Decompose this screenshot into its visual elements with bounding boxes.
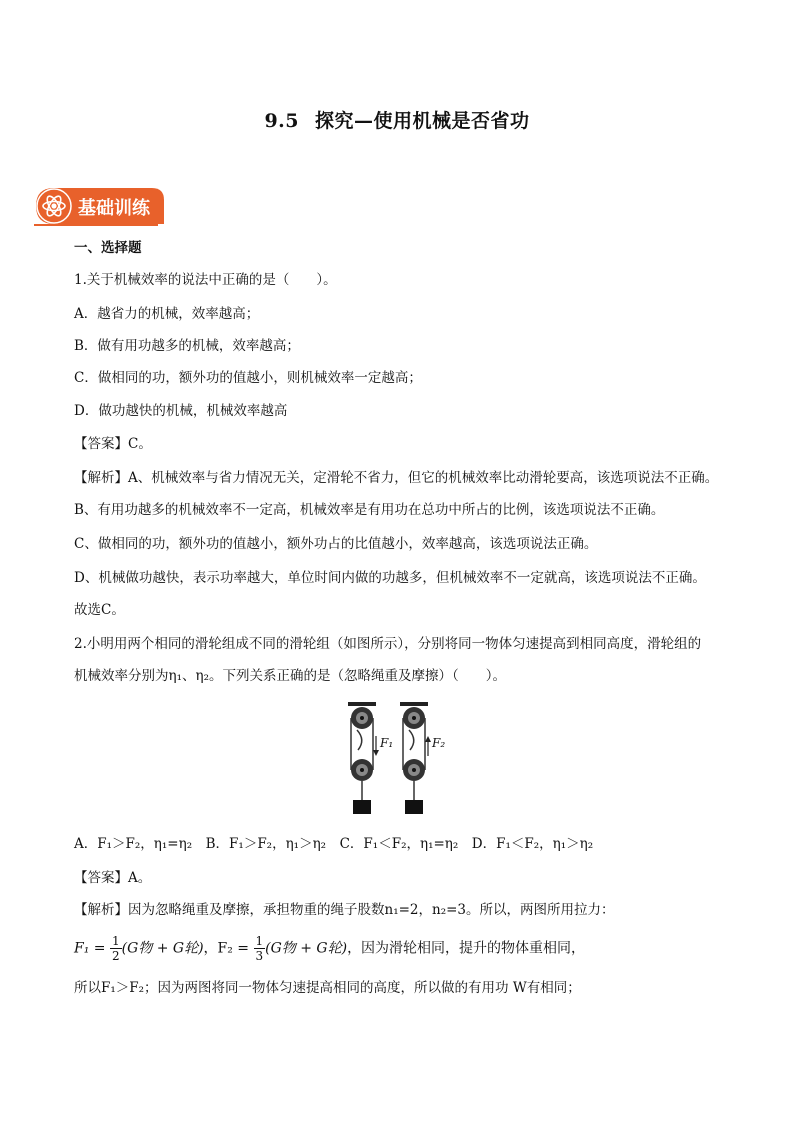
q1-explanation-5: 故选C。	[74, 602, 125, 618]
badge-underline	[34, 224, 158, 226]
q1-stem: 1.关于机械效率的说法中正确的是（ ）。	[74, 272, 337, 288]
q2-answer: 【答案】A。	[74, 870, 152, 886]
section-badge	[34, 186, 168, 226]
q1-explanation-2: B、有用功越多的机械效率不一定高，机械效率是有用功在总功中所占的比例，该选项说法不正确。	[74, 502, 665, 518]
formula-tail: ，因为滑轮相同，提升的物体重相同，	[347, 940, 586, 957]
formula-f1-lhs: F₁ =	[74, 940, 106, 957]
page-title: 9.5 探究—使用机械是否省功	[264, 110, 530, 132]
q1-option-a: A．越省力的机械，效率越高；	[74, 306, 260, 322]
formula-f2-fraction: $\frac{1}{3}$	[255, 934, 264, 963]
label-f1: F₁	[380, 736, 394, 750]
section-heading: 一、选择题	[74, 240, 142, 256]
formula-f2-lhs: ，F₂ =	[203, 940, 250, 957]
badge-label: 基础训练	[78, 198, 150, 219]
q2-explanation-3: 所以F₁＞F₂；因为两图将同一物体匀速提高相同的高度，所以做的有用功 W有相同；	[74, 980, 581, 996]
q1-option-d: D．做功越快的机械，机械效率越高	[74, 403, 288, 419]
formula-f1-rhs: (G物 + G轮)	[121, 940, 204, 957]
pulley-system-2	[400, 702, 431, 814]
q2-options: A．F₁＞F₂，η₁=η₂ B．F₁＞F₂，η₁＞η₂ C．F₁＜F₂，η₁=η₂ D．F₁＜F₂，η₁＞η₂	[74, 836, 594, 852]
formula-f1-fraction: $\frac{1}{2}$	[111, 934, 120, 963]
q2-explanation-1: 【解析】因为忽略绳重及摩擦，承担物重的绳子股数n₁=2，n₂=3。所以，两图所用拉力：	[74, 902, 615, 918]
pulley-figure	[340, 700, 446, 818]
q2-formula	[74, 934, 585, 963]
q1-explanation-3: C、做相同的功，额外功的值越小，额外功占的比值越小，效率越高，该选项说法正确。	[74, 536, 598, 552]
label-f2: F₂	[432, 736, 446, 750]
formula-f2-rhs: (G物 + G轮)	[265, 940, 348, 957]
q2-stem-1: 2.小明用两个相同的滑轮组成不同的滑轮组（如图所示），分别将同一物体匀速提高到相同高度，滑轮组的	[74, 636, 702, 652]
q1-option-c: C．做相同的功，额外功的值越小，则机械效率一定越高；	[74, 370, 422, 386]
q2-stem-2: 机械效率分别为η₁、η₂。下列关系正确的是（忽略绳重及摩擦）（ ）。	[74, 668, 506, 684]
q1-answer: 【答案】C。	[74, 436, 152, 452]
q1-explanation-1: 【解析】A、机械效率与省力情况无关，定滑轮不省力，但它的机械效率比动滑轮要高，该选项说法不正确。	[74, 470, 719, 486]
q1-option-b: B．做有用功越多的机械，效率越高；	[74, 338, 300, 354]
q1-explanation-4: D、机械做功越快，表示功率越大，单位时间内做的功越多，但机械效率不一定就高，该选项说法不正确。	[74, 570, 706, 586]
pulley-system-1	[348, 702, 379, 814]
